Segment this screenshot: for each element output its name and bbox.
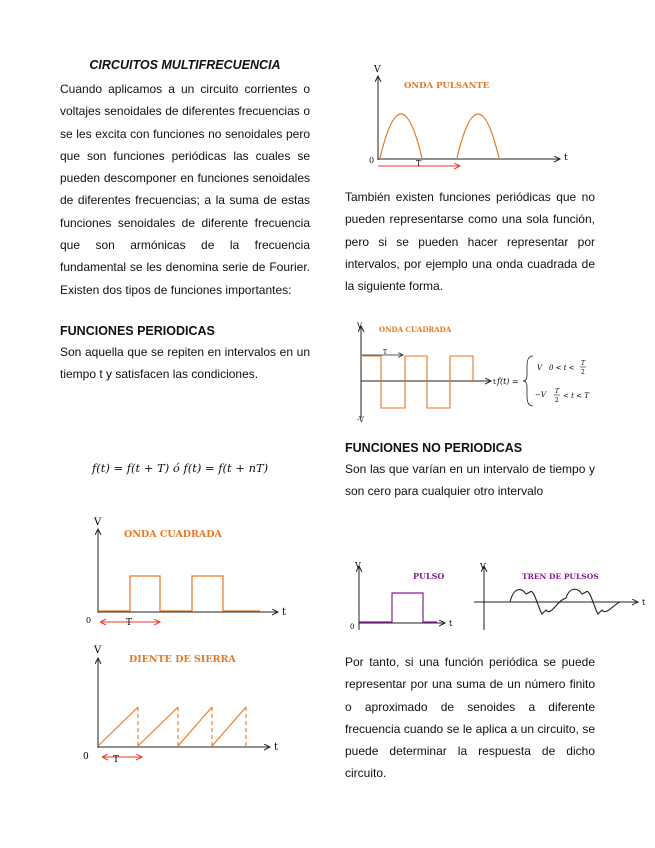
svg-text:f(t) =: f(t) = (497, 377, 519, 386)
square-wave-trace (98, 576, 260, 611)
t-label: t (493, 378, 496, 386)
square-wave-title: ONDA CUADRADA (124, 529, 222, 540)
pulse-train-figure (470, 560, 650, 635)
v-label: V (480, 562, 486, 571)
nonperiodic-heading: FUNCIONES NO PERIODICAS (345, 441, 523, 455)
svg-text:2: 2 (555, 397, 559, 404)
right-column-bottom (345, 651, 595, 785)
t-label: t (449, 619, 453, 628)
svg-text:V: V (537, 364, 543, 372)
svg-text:T: T (581, 360, 586, 367)
square-wave-intervals-figure (345, 318, 605, 423)
svg-text:−V: −V (535, 391, 546, 399)
svg-text:< t < T: < t < T (563, 392, 589, 400)
periodic-paragraph: Son aquella que se repiten en intervalos en un tiempo t y satisfacen las condiciones. (60, 344, 310, 382)
svg-text:2: 2 (581, 369, 585, 376)
intervals-paragraph: También existen funciones periódicas que no pueden representarse como una sola función, pero si se pueden hacer representar por intervalos, por ejemplo una onda cuadrada de la siguiente forma. (345, 190, 595, 294)
origin-label: 0 (83, 752, 89, 762)
t-label: t (282, 607, 287, 618)
square-wave-intervals-title: ONDA CUADRADA (379, 325, 452, 334)
periodic-heading: FUNCIONES PERIODICAS (60, 323, 215, 338)
sawtooth-title: DIENTE DE SIERRA (129, 654, 236, 665)
pulse-figure (345, 560, 460, 635)
origin-label: 0 (369, 156, 375, 165)
right-column-middle (345, 438, 595, 503)
svg-text:T: T (555, 388, 560, 395)
sawtooth-trace (98, 707, 246, 746)
pulse-title: PULSO (413, 571, 445, 581)
period-label: T (126, 618, 133, 628)
nonperiodic-paragraph: Son las que varían en un intervalo de tiempo y son cero para cualquier otro intervalo (345, 462, 595, 499)
left-column (60, 58, 310, 386)
period-label: T (113, 755, 120, 765)
right-column-top (345, 186, 595, 297)
periodicity-formula: f(t) = f(t + T) ó f(t) = f(t + nT) (92, 461, 269, 475)
neg-v-label: -V (357, 416, 364, 423)
document-title: CIRCUITOS MULTIFRECUENCIA (89, 58, 281, 72)
period-label: T (383, 349, 388, 356)
origin-label: 0 (86, 616, 92, 625)
sawtooth-figure (80, 642, 305, 767)
square-wave-trace (361, 356, 473, 408)
t-label: t (274, 742, 279, 753)
v-label: V (94, 517, 102, 528)
square-wave-figure (80, 515, 305, 630)
conclusion-paragraph: Por tanto, si una función periódica se puede representar por una suma de un número finito o aproximado de senoides a diferente frecuencia cuando se le aplica a un circuito, se puede determinar la respuesta de dicho circuito. (345, 655, 595, 781)
piecewise-definition (496, 356, 590, 406)
pulse-trace (359, 593, 437, 622)
origin-label: 0 (350, 623, 355, 631)
period-label: T (416, 159, 422, 168)
pulsating-trace (380, 114, 499, 158)
pulsating-title: ONDA PULSANTE (404, 81, 490, 91)
v-label: V (357, 322, 363, 330)
t-label: t (642, 598, 646, 607)
v-label: V (355, 561, 361, 570)
svg-text:0 < t <: 0 < t < (549, 364, 575, 372)
intro-paragraph: Cuando aplicamos a un circuito corrientes o voltajes senoidales de diferentes frecuencias o se les excita con funciones no senoidales pero que son funciones periódicas las cuales se pueden descomponer en funciones senoidales de diferentes frecuencias; a la suma de estas funciones senoidales de diferente frecuencia que son armónicas de la frecuencia fundamental se les denomina serie de Fourier. Existen dos tipos de funciones importantes: (60, 82, 310, 297)
pulsating-wave-figure (362, 62, 577, 172)
pulse-train-title: TREN DE PULSOS (522, 572, 599, 581)
t-label: t (564, 153, 568, 163)
v-label: V (94, 645, 102, 656)
v-label: V (374, 65, 381, 75)
